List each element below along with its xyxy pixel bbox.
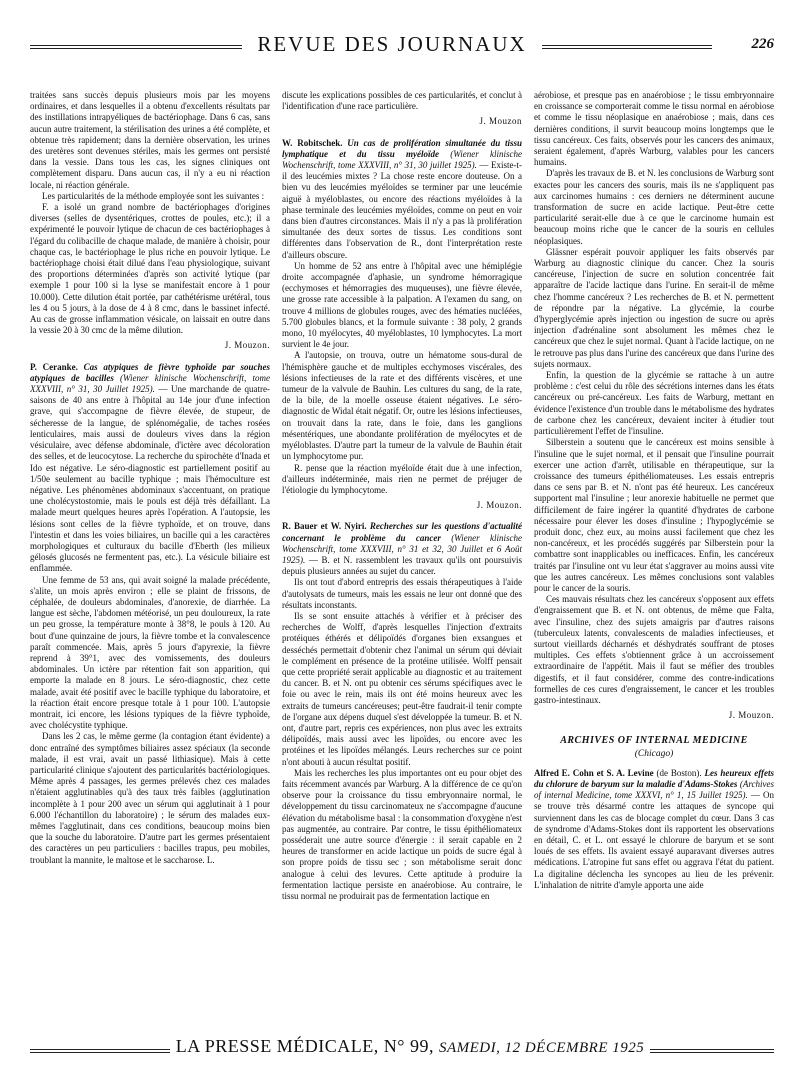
column-left bbox=[30, 90, 270, 1025]
journal-page bbox=[30, 0, 774, 1082]
paragraph: Ces mauvais résultats chez les cancéreux s'opposent aux effets d'engraissement que B. et N. ont obtenus, de même que Falta, avec l'insuline, chez des sujets amaigris par d'autres raisons (tuberculeux latents, convalescents de maladies infectieuses, et surtout vieillards décharnés et déshydratés souffrant de ptoses multiples. Ces effets s'obtiennent grâce à un accroissement extraordinaire de l'appétit. Mais il faut se méfier des troubles digestifs, et il faut considérer, comme des contre-indications formelles de ces cures d'engraissement, le cancer et les troubles gastro-intestinaux. bbox=[534, 594, 774, 705]
article-author: R. Bauer et W. Nyiri. bbox=[282, 521, 367, 532]
article-entry bbox=[534, 768, 774, 891]
paragraph: A l'autopsie, on trouva, outre un hématome sous-dural de l'hémisphère gauche et de multiples ecchymoses viscérales, des lésions infectieuses de la rate et des différents viscères, et une tumeur de la valvule de Bauhin. Les cultures du sang, de la rate, de la bile, de la moelle osseuse étaient négatives. Le séro-diagnostic de Widal était négatif. Or, outre les lésions infectieuses, on trouvait dans la rate, dans le foie, dans les ganglions mésentériques, une abondante prolifération de myélocytes et de myéloblastes. D'autre part la tumeur de la valvule de Bauhin était un lymphocytome pur. bbox=[282, 350, 522, 462]
article-author: Alfred E. Cohn et S. A. Levine bbox=[534, 767, 654, 778]
paragraph: Ils se sont ensuite attachés à vérifier et à préciser des recherches de Wolff, d'après lesquelles l'injection d'extraits protéiques éthérés et délipoïdés d'organes bien exsangues et desséchés permettait d'obtenir chez l'animal un sérum qui déviait le complément en présence de la protéine utilisée. Wolff pensait que cette propriété serait applicable au diagnostic et au traitement du cancer. B. et N. ont pu obtenir ces sérums spécifiques avec le foie ou avec le rein, mais ils ont été moins heureux avec les extraits de tumeurs cancéreuses; peut-être faudrait-il tenir compte de l'organe aux dépens duquel s'est développée la tumeur. B. et N. ont, d'autre part, repris ces expériences, non plus avec les extraits délipoïdés, mais aussi avec les lipoïdes, ou encore avec les protéines et les lipoïdes mélangés. Leurs recherches sur ce point n'ont abouti à aucun résultat positif. bbox=[282, 610, 522, 767]
paragraph: Une femme de 53 ans, qui avait soigné la malade précédente, s'alite, un mois après environ ; elle se plaint de frissons, de céphalée, de douleurs abdominales, d'anorexie, de diarrhée. La langue est sèche, l'abdomen météorisé, un peu douloureux, la rate un peu grosse, la température monte à 38°8, le pouls à 120. Au bout d'une quinzaine de jours, la fièvre tombe et la convalescence paraît commencée. Mais, après 5 jours d'apyrexie, la fièvre reprend à 39°1, avec des vomissements, des douleurs abdominales. Un ictère par rétention fait son apparition, qui emporte la malade en 8 jours. Le séro-diagnostic, chez cette malade, avait été positif avec le bacille typhique du laboratoire, et la réaction était encore presque totale à 1 pour 100. L'autopsie montrait, ici encore, les lésions typiques de la fièvre typhoïde, avec cholécystite typhique. bbox=[30, 574, 270, 731]
author-signature: J. Mouzon. bbox=[728, 710, 774, 721]
footer-date: SAMEDI, 12 DÉCEMBRE 1925 bbox=[438, 1040, 645, 1056]
paragraph: R. pense que la réaction myéloïde était due à une infection, d'ailleurs indéterminée, mais rien ne permet de préjuger de l'étiologie du lymphocytome. bbox=[282, 462, 522, 495]
section-subtitle: (Chicago) bbox=[634, 748, 674, 759]
footer-rule-right bbox=[650, 1049, 774, 1053]
article-body: — B. et N. rassemblent les travaux qu'ils ont poursuivis depuis plusieurs années au sujet du cancer. bbox=[282, 554, 522, 577]
article-source: (Wiener klinische Wochenschrift, tome XXXVIII, n° 31, 30 juillet 1925). bbox=[282, 148, 522, 171]
paragraph: aérobiose, et presque pas en anaérobiose ; le tissu embryonnaire en croissance se comporterait comme le tissu normal en aérobiose et comme le tissu néoplasique en anaérobiose ; mais, dans ces dernières conditions, il survit beaucoup moins longtemps que le tissu cancéreux. Ces faits, observés pour les cancers des animaux, seraient également, d'après Warburg, valables pour les cancers humains. bbox=[534, 90, 774, 168]
article-source: (Archives of internal Medicine, tome XXXVI, n° 1, 15 Juillet 1925). bbox=[534, 778, 774, 801]
paragraph: Ils ont tout d'abord entrepris des essais thérapeutiques à l'aide d'autolysats de tumeurs, mais les essais ne leur ont donné que des résultats inconstants. bbox=[282, 577, 522, 610]
article-entry bbox=[30, 362, 270, 575]
article-author: W. Robitschek. bbox=[282, 137, 343, 148]
paragraph: Un homme de 52 ans entre à l'hôpital avec une hémiplégie droite accompagnée d'aphasie, un syndrome hémorragique (ecchymoses et hémorragies des muqueuses), une fièvre élevée, une grosse rate accessible à la palpation. A l'examen du sang, on trouve 4 millions de globules rouges, avec des hématies nucléées, 5.700 globules blancs, et la formule suivante : 38 poly, 2 grands mono, 10 myélocytes, 40 myéloblastes, 10 lymphocytes. La mort survient le 4e jour. bbox=[282, 260, 522, 350]
footer-rule-left bbox=[30, 1049, 170, 1053]
author-signature: J. Mouzon. bbox=[476, 500, 522, 511]
paragraph: F. a isolé un grand nombre de bactériophages d'origines diverses (selles de dysentériques, crottes de poules, etc.); il a expérimenté le pouvoir lytique de chacun de ces bactériophages à l'égard du colibacille de chaque malade, de manière à choisir, pour chaque cas, le bactériophage le plus riche en pouvoir lytique. Le bactériophage choisi était dilué dans l'eau physiologique, suivant des proportions déterminées d'après son activité lytique (par exemple 1 pour 100 si la lyse se manifestait encore à 1 pour 10.000). Cette dilution était portée, par cathétérisme urétéral, tous les 4 ou 5 jours, à la dose de 4 à 8 cmc, dans le bassinet infecté. Au cas de grosse inflammation vésicale, on laissait en outre dans la vessie 20 à 30 cmc de la même dilution. bbox=[30, 202, 270, 336]
column-right bbox=[534, 90, 774, 1025]
paragraph: discute les explications possibles de ces particularités, et conclut à l'identification d'une race particulière. bbox=[282, 90, 522, 112]
article-title: Cas atypiques de fièvre typhoïde par souches atypiques de bacilles bbox=[30, 361, 270, 383]
paragraph: Glässner espérait pouvoir appliquer les faits observés par Warburg au diagnostic clinique du cancer. Chez la souris cancéreuse, l'injection de sucre en solution concentrée fait apparaître de l'acide lactique dans l'urine. En serait-il de même chez l'homme cancéreux ? Les recherches de B. et N. permettent de répondre par la négative. La glycémie, la courbe d'hyperglycémie après injection ou ingestion de sucre ou après injection d'adrénaline sont absolument les mêmes chez le cancéreux que chez le sujet normal. Quant à l'acide lactique, on ne le retrouve pas plus dans l'urine des cancéreux que dans l'urine des sujets normaux. bbox=[534, 246, 774, 369]
paragraph: Dans les 2 cas, le même germe (la contagion étant évidente) a donc entraîné des symptômes biliaires assez spéciaux (la seconde malade, il est vrai, avait un passé lithiasique). Mais à cette particularité clinique s'ajoutent des particularités bactériologiques. Même après 4 passages, les germes prélevés chez ces malades n'étaient agglutinables qu'à des taux très faibles (agglutination incomplète à 1 pour 200 avec un sérum qui agglutinait à 1 pour 6.000 l'échantillon du laboratoire) ; le sérum des malades eux-mêmes l'agglutinait, dans ces conditions, beaucoup moins bien que la souche du laboratoire. D'autre part les germes présentaient des caractères un peu particuliers : bacilles trapus, peu mobiles, troublant la mannite, le maltose et le saccharose. L. bbox=[30, 731, 270, 865]
article-title: Un cas de prolifération simultanée du tissu lymphatique et du tissu myéloïde bbox=[282, 137, 522, 159]
article-affiliation: (de Boston). bbox=[656, 767, 702, 778]
article-title: Les heureux effets du chlorure de baryum sur la maladie d'Adams-Stokes bbox=[534, 767, 774, 789]
journal-title: REVUE DES JOURNAUX bbox=[257, 32, 527, 56]
footer-text bbox=[170, 1036, 650, 1057]
paragraph: Mais les recherches les plus importantes ont eu pour objet des faits récemment avancés par Warburg. A la différence de ce qu'on observe pour la croissance du tissu embryonnaire normal, le développement du tissu carcinomateux ne s'accompagne d'aucune élévation du métabolisme basal : la consommation d'oxygène n'est pas augmentée, au contraire. Par contre, le tissu épithéliomateux posséderait une autre source d'énergie : il serait capable en 2 heures de transformer en acide lactique un poids de sucre égal à son propre poids de tissu sec ; son métabolisme serait donc analogue à celui des levures. Cette aptitude à produire la fermentation lactique persiste en anaérobiose. Au contraire, le tissu normal ne produirait pas de fermentation lactique en bbox=[282, 767, 522, 902]
header-rule-right bbox=[542, 45, 712, 49]
article-author: P. Ceranke. bbox=[30, 361, 78, 372]
author-signature: J. Mouzon bbox=[479, 116, 522, 127]
column-middle bbox=[282, 90, 522, 1025]
paragraph: D'après les travaux de B. et N. les conclusions de Warburg sont exactes pour les cancers des souris, mais ils ne s'appliquent pas aux carcinomes humains : ces derniers ne déterminent aucune transformation de sucre en acide lactique. Peut-être cette particularité serait-elle due à ce que le carcinome humain est beaucoup moins riche que le cancer de la souris en cellules néoplasiques. bbox=[534, 168, 774, 246]
article-title: Recherches sur les questions d'actualité concernant le problème du cancer bbox=[282, 521, 522, 543]
page-header bbox=[30, 32, 774, 68]
author-signature: J. Mouzon. bbox=[224, 340, 270, 351]
paragraph: Enfin, la question de la glycémie se rattache à un autre problème : c'est celui du rôle des sécrétions internes dans les états cancéreux ou pré-cancéreux. Les faits de Warburg, mettant en évidence l'existence d'un trouble dans le métabolisme des hydrates de carbone chez les cancéreux, devaient inciter à étudier tout particulièrement l'effet de l'insuline. bbox=[534, 370, 774, 437]
article-body: — Une marchande de quatre-saisons de 40 ans entre à l'hôpital au 14e jour d'une infection grave, qui s'accompagne de fièvre élevée, de stupeur, de sécheresse de la langue, de splénomégalie, de taches rosées lenticulaires, mais aussi de douleurs vives dans la région vésiculaire, avec défense abdominale, d'ictère avec décoloration des selles, et de leucocytose. La recherche du spirochète d'Inada et Ido est négative. Le séro-diagnostic est partiellement positif au 1/50e seulement au bacille typhique ; mais l'hémoculture est négative. Les phénomènes abdominaux s'accentuant, on pratique une cholécystostomie, mais le pouls est déjà très défaillant. La malade meurt quelques heures après l'opération. A l'autopsie, les lésions sont celles de la fièvre typhoïde, et on trouve, dans l'intestin et dans les voies biliaires, un bacille qui a les caractères morphologiques et culturaux du bacille d'Eberth (les milieux gélosés glucosés ne fermentent pas, etc.). La vésicule biliaire est enflammée. bbox=[30, 384, 270, 574]
article-body: — On se trouve très désarmé contre les attaques de syncope qui surviennent dans les cas de blocage complet du cœur. Dans 3 cas de syndrome d'Adams-Stokes dont ils rapportent les observations en détail, C. et L. ont essayé le chlorure de baryum et se sont loués de ses effets. Ils avaient essayé auparavant diverses autres médications. L'atropine fut sans effet ou aggrava l'état du patient. La digitaline déclencha les syncopes au lieu de les prévenir. L'inhalation de nitrite d'amyle apporta une aide bbox=[534, 790, 774, 890]
header-rule-left bbox=[30, 45, 242, 49]
article-source: (Wiener klinische Wochenschrift, tome XXXVIII, n° 31, 30 Juillet 1925). bbox=[30, 372, 270, 395]
text-columns bbox=[30, 90, 774, 1025]
section-title: ARCHIVES OF INTERNAL MEDICINE bbox=[560, 735, 748, 747]
article-body: — Existe-t-il des leucémies mixtes ? La chose reste encore douteuse. On a bien vu des leucémies myéloïdes se terminer par une leucémie aiguë à myéloblastes, ou encore des réactions myéloïdes à la phase terminale des leucémies myéloïdes, comme on peut en voir dans bien d'autres circonstances. Mais il n'y a pas là prolifération simultanée des deux sortes de tissus. Les conditions sont différentes dans l'observation de R., dont l'interprétation reste d'ailleurs obscure. bbox=[282, 160, 522, 260]
article-source: (Wiener klinische Wochenschrift, tome XXXVIII, n° 31 et 32, 30 Juillet et 6 Août 1925). bbox=[282, 532, 522, 565]
article-entry bbox=[282, 138, 522, 261]
page-footer bbox=[30, 1036, 774, 1064]
article-entry bbox=[282, 521, 522, 577]
page-number: 226 bbox=[751, 36, 774, 52]
paragraph: traitées sans succès depuis plusieurs mois par les moyens ordinaires, et dans lesquelles il a obtenu d'excellents résultats par des instillations intrapyéliques de bactériophage. Dans 6 cas, sans aucun autre traitement, la stérilisation des urines a été complète, et obtenue très rapidement; dans la dernière observation, les urines des uretères sont devenues stériles, mais les germes ont persisté dans la vessie. Dans tous les cas, les signes cliniques ont complètement disparu. Dans aucun cas, il n'y a eu ni réaction locale, ni réaction générale. bbox=[30, 90, 270, 190]
paragraph: Silberstein a soutenu que le cancéreux est moins sensible à l'insuline que le sujet normal, et il pensait que l'insuline pourrait exercer une action d'arrêt, utilisable en thérapeutique, sur la croissance des tumeurs épithéliomateuses. Les essais entrepris dans ce sens par B. et N. n'ont pas été heureux. Les cancéreux supportent mal l'insuline ; leur anorexie habituelle ne permet que difficilement de faire ingérer la quantité d'hydrates de carbone nécessaire pour élever les doses d'insuline ; l'hypoglycémie se produit donc, chez eux, au moins aussi facilement que chez les non-cancéreux, et les procédés suggérés par Silberstein pour la combattre sont inapplicables ou inefficaces. Enfin, les cancéreux traités par l'insuline ont vu leur état s'aggraver au moins aussi vite que les autres cancéreux. Les mêmes conclusions sont valables pour le cancer de la souris. bbox=[534, 437, 774, 593]
paragraph: Les particularités de la méthode employée sont les suivantes : bbox=[42, 190, 265, 201]
footer-publication: LA PRESSE MÉDICALE, N° 99, bbox=[175, 1036, 434, 1056]
